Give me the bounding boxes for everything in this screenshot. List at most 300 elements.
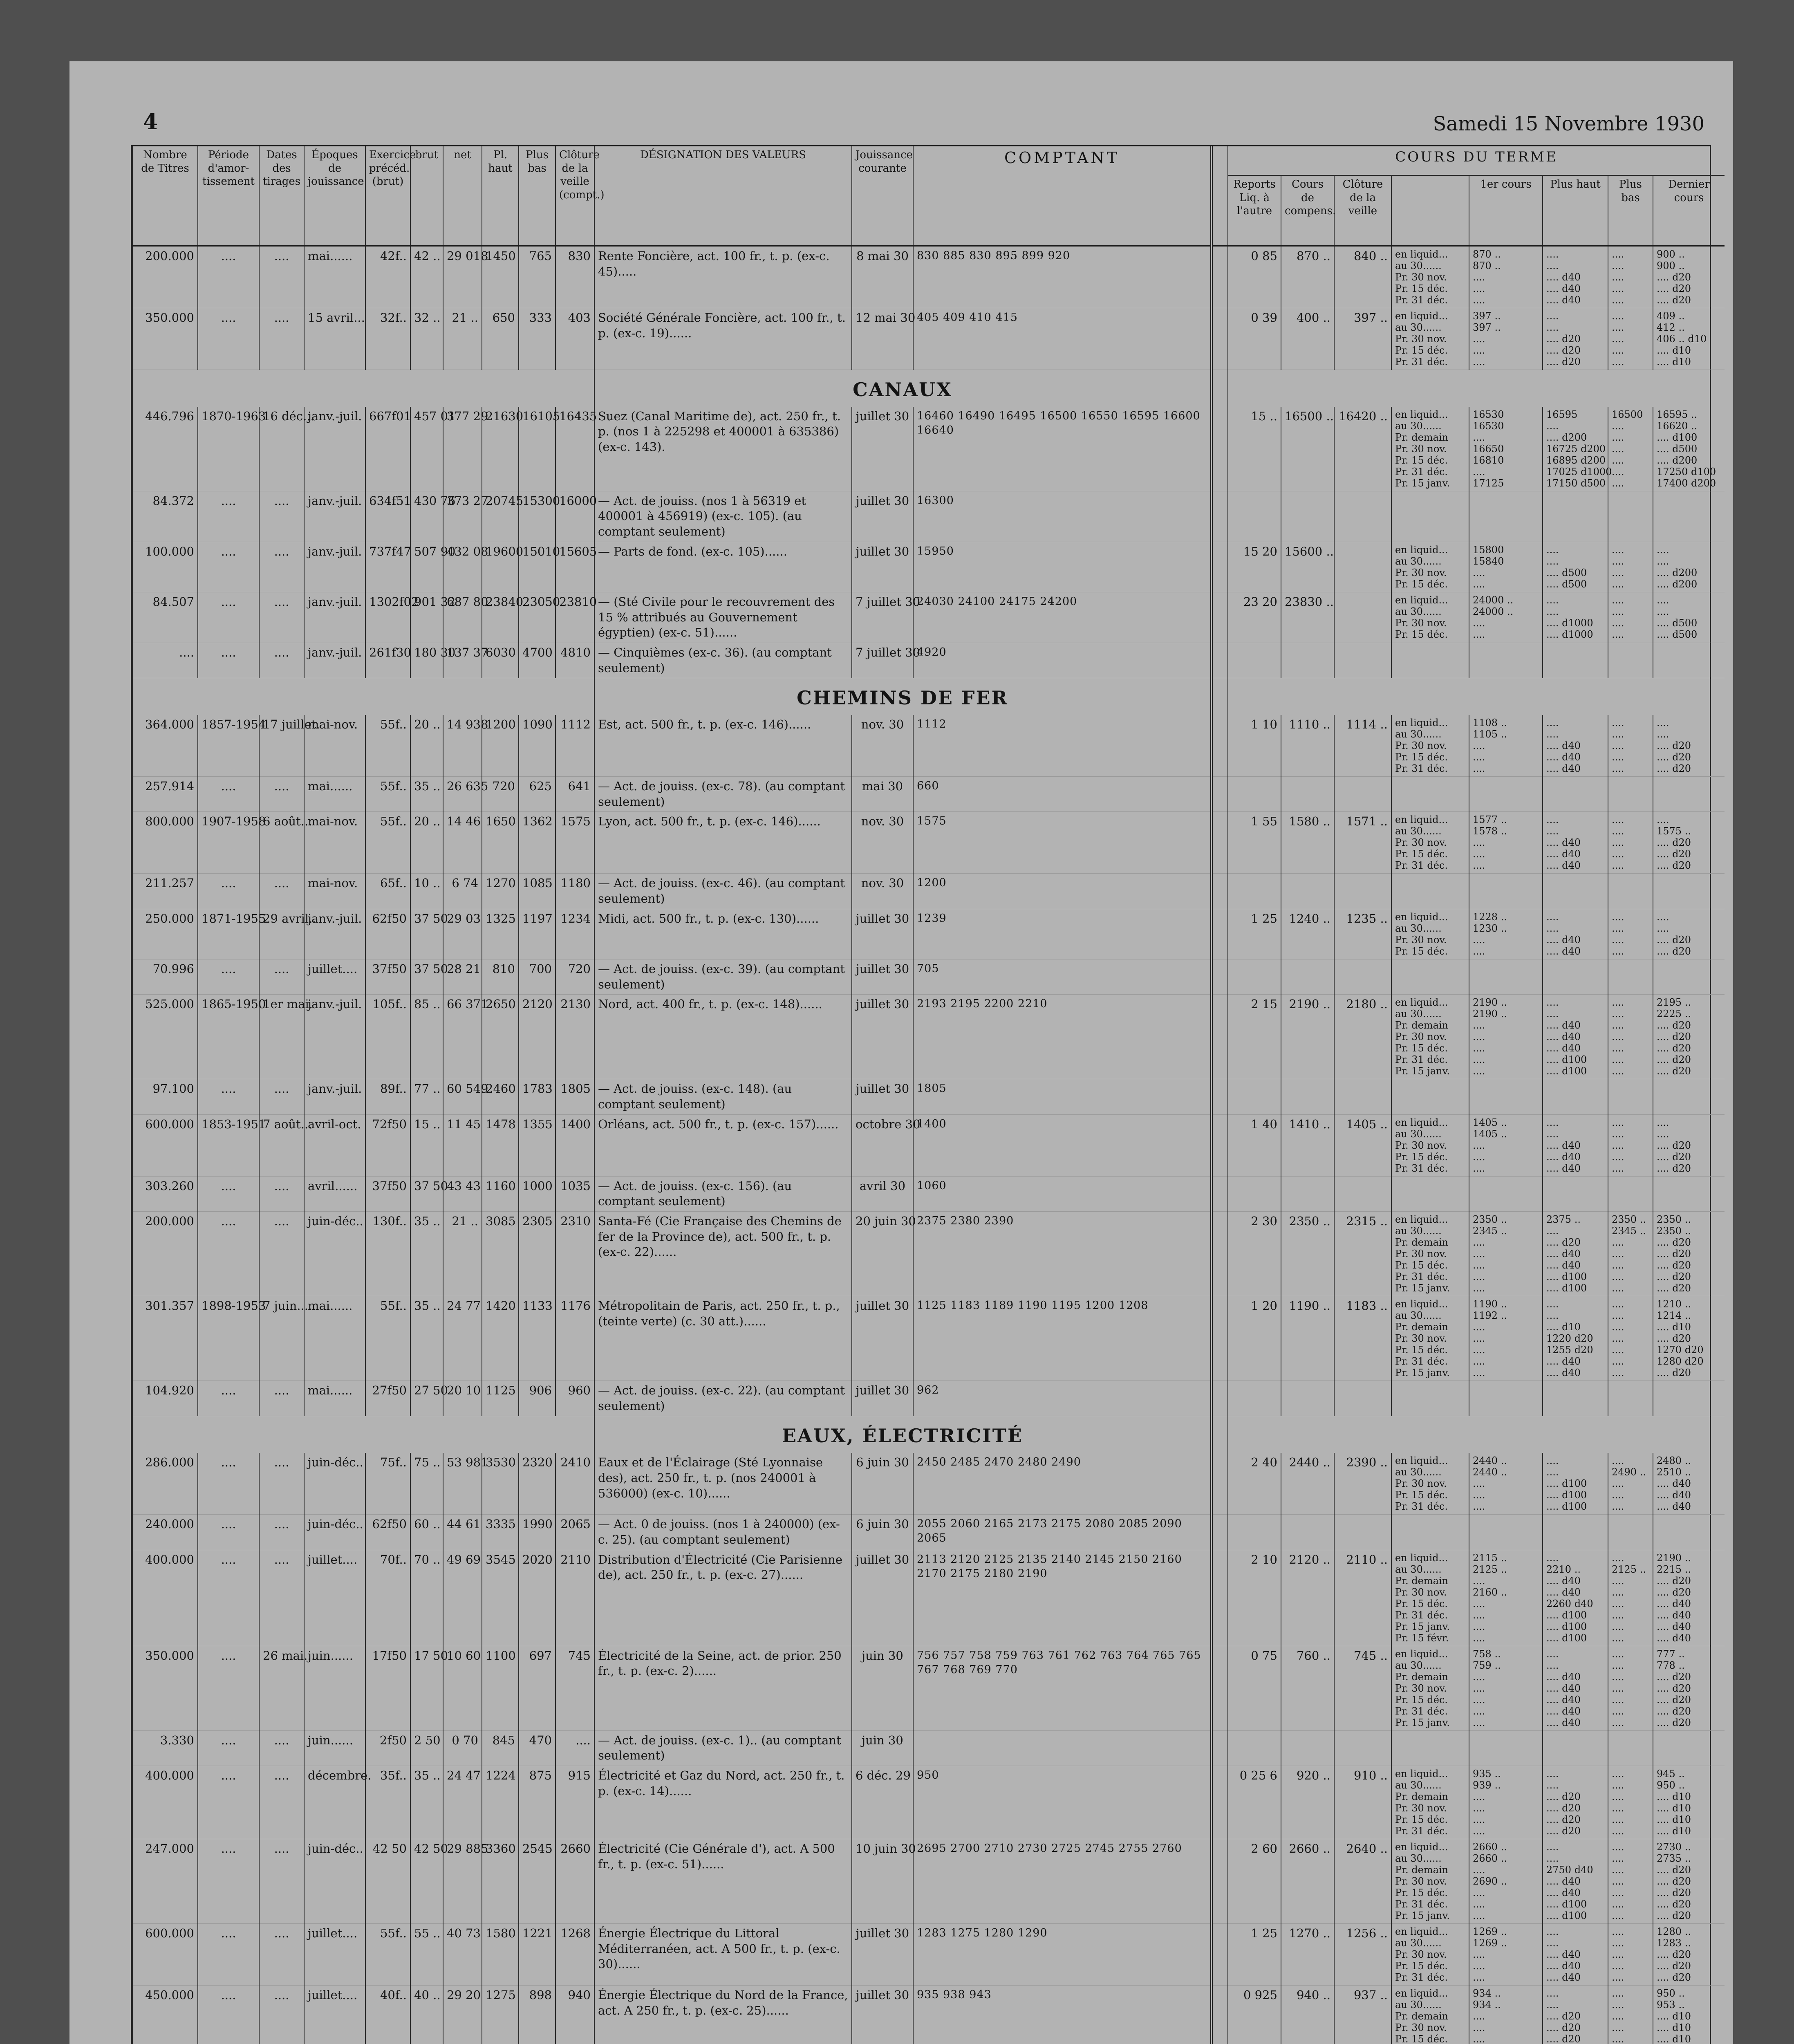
cloture-cell: 2640 .. xyxy=(1334,1839,1391,1923)
titres-cell: 400.000 xyxy=(132,1550,198,1646)
epoque-cell: juin-déc.. xyxy=(304,1515,365,1550)
column-gap xyxy=(1212,1766,1228,1839)
echeances-cell xyxy=(1391,777,1469,812)
terme-line: au 30...... xyxy=(1395,1128,1442,1140)
brut-cell: 2 50 xyxy=(410,1730,443,1766)
dernier-cours-cell xyxy=(1653,407,1725,491)
net-cell: 21 .. xyxy=(443,1211,482,1296)
terme-line: .... d20 xyxy=(1657,1875,1691,1887)
premier-cours-cell xyxy=(1469,1114,1543,1176)
security-row xyxy=(132,1646,1725,1730)
terme-line: .... d40 xyxy=(1546,860,1581,872)
net-cell: 14 46 xyxy=(443,812,482,874)
haut-cell: 20745 xyxy=(482,491,519,542)
terme-line: .... xyxy=(1473,1813,1485,1825)
security-row xyxy=(132,308,1725,370)
terme-line: .... xyxy=(1473,356,1485,368)
terme-line: .... xyxy=(1546,1999,1559,2010)
terme-line: 1575 .. xyxy=(1657,825,1691,837)
terme-line: au 30...... xyxy=(1395,605,1442,617)
echeances-cell xyxy=(1391,643,1469,678)
section-spacer xyxy=(1228,1416,1725,1453)
terme-line: .... d100 xyxy=(1657,431,1698,443)
terme-line: .... xyxy=(1473,271,1485,283)
net-cell: 29 03 xyxy=(443,909,482,959)
reports-cell: 0 85 xyxy=(1228,246,1281,308)
terme-line: 2490 .. xyxy=(1612,1466,1646,1478)
terme-line: .... d100 xyxy=(1546,1609,1587,1621)
periode-cell: 1857-1954 xyxy=(198,715,259,777)
terme-line: .... xyxy=(1612,1552,1624,1564)
terme-line: .... xyxy=(1546,1937,1559,1949)
premier-cours-cell xyxy=(1469,1923,1543,1985)
reports-cell: 1 40 xyxy=(1228,1114,1281,1176)
cloture-cell: 1235 .. xyxy=(1334,909,1391,959)
terme-line: 900 .. xyxy=(1657,260,1685,271)
terme-line: 2345 .. xyxy=(1473,1225,1507,1237)
terme-line: .... xyxy=(1612,466,1624,477)
terme-line: Pr. 31 déc. xyxy=(1395,860,1448,872)
terme-line: 2115 .. xyxy=(1473,1552,1507,1564)
terme-line: .... xyxy=(1612,1971,1624,1983)
echeances-cell xyxy=(1391,1985,1469,2044)
terme-line: .... d20 xyxy=(1546,2010,1581,2022)
terme-line: 2350 .. xyxy=(1657,1213,1691,1225)
reports-cell xyxy=(1228,874,1281,909)
bas-cell: 4700 xyxy=(519,643,555,678)
terme-line: .... xyxy=(1612,1162,1624,1174)
bas-cell: 1197 xyxy=(519,909,555,959)
designation-cell: — Act. de jouiss. (ex-c. 148). (au comptant seulement) xyxy=(594,1079,852,1114)
terme-line: .... xyxy=(1473,1671,1485,1683)
exercice-cell: 27f50 xyxy=(365,1381,410,1416)
terme-line: .... xyxy=(1612,578,1624,590)
terme-line: .... xyxy=(1546,1779,1559,1791)
cloture-cell xyxy=(1334,491,1391,542)
designation-cell: Métropolitain de Paris, act. 250 fr., t. p., (teinte verte) (c. 30 att.)...... xyxy=(594,1296,852,1381)
bas-cell: 15300 xyxy=(519,491,555,542)
tirages-cell: .... xyxy=(259,874,304,909)
terme-line: .... xyxy=(1473,1332,1485,1344)
terme-line: .... xyxy=(1473,1598,1485,1609)
terme-line: .... d10 xyxy=(1657,1813,1691,1825)
reports-cell: 1 20 xyxy=(1228,1296,1281,1381)
terme-line: Pr. 15 janv. xyxy=(1395,1717,1450,1728)
terme-line: .... xyxy=(1612,934,1624,946)
terme-line: .... xyxy=(1612,1116,1624,1128)
designation-cell: — Act. 0 de jouiss. (nos 1 à 240000) (ex-c. 25). (au comptant seulement) xyxy=(594,1515,852,1550)
haut-cell: 1420 xyxy=(482,1296,519,1381)
epoque-cell: janv.-juil. xyxy=(304,592,365,643)
terme-line: .... d20 xyxy=(1657,1682,1691,1694)
jouissance-cell: juillet 30 xyxy=(852,995,913,1079)
echeances-cell xyxy=(1391,715,1469,777)
terme-line: .... xyxy=(1473,934,1485,946)
terme-line: .... xyxy=(1473,466,1485,477)
security-row xyxy=(132,1766,1725,1839)
terme-line: Pr. demain xyxy=(1395,431,1449,443)
column-gap xyxy=(1212,678,1228,715)
terme-line: 16530 xyxy=(1473,420,1504,432)
titres-cell: 350.000 xyxy=(132,1646,198,1730)
terme-haut-cell xyxy=(1543,1114,1608,1176)
epoque-cell: mai...... xyxy=(304,1381,365,1416)
terme-line: en liquid... xyxy=(1395,911,1448,923)
terme-bas-cell xyxy=(1608,1646,1653,1730)
brut-cell: 15 .. xyxy=(410,1114,443,1176)
terme-line: .... d100 xyxy=(1546,1632,1587,1644)
terme-line: .... xyxy=(1612,271,1624,283)
veille-cell: 2410 xyxy=(555,1453,594,1515)
terme-haut-cell xyxy=(1543,542,1608,592)
bas-cell: 1133 xyxy=(519,1296,555,1381)
tirages-cell: .... xyxy=(259,1176,304,1211)
echeances-cell xyxy=(1391,491,1469,542)
brut-cell: 42 50 xyxy=(410,1839,443,1923)
terme-line: .... xyxy=(1612,310,1624,322)
epoque-cell: janv.-juil. xyxy=(304,491,365,542)
terme-line: Pr. 15 janv. xyxy=(1395,1620,1450,1632)
terme-line: 778 .. xyxy=(1657,1659,1685,1671)
compens-cell xyxy=(1281,1381,1334,1416)
terme-line: .... xyxy=(1612,837,1624,849)
titres-cell: 350.000 xyxy=(132,308,198,370)
jouissance-cell: mai 30 xyxy=(852,777,913,812)
terme-haut-cell xyxy=(1543,308,1608,370)
terme-line: .... d40 xyxy=(1546,848,1581,860)
terme-haut-cell xyxy=(1543,1730,1608,1766)
terme-line: .... xyxy=(1546,544,1559,556)
terme-line: .... xyxy=(1473,1910,1485,1921)
terme-bas-cell xyxy=(1608,491,1653,542)
newspaper-page xyxy=(69,61,1733,2044)
exercice-cell: 75f.. xyxy=(365,1453,410,1515)
column-gap xyxy=(1212,1646,1228,1730)
terme-line: .... xyxy=(1612,1875,1624,1887)
terme-bas-cell xyxy=(1608,1550,1653,1646)
terme-line: .... xyxy=(1546,1008,1559,1020)
column-gap xyxy=(1212,1381,1228,1416)
reports-cell xyxy=(1228,1730,1281,1766)
terme-line: Pr. 15 janv. xyxy=(1395,1282,1450,1294)
brut-cell: 20 .. xyxy=(410,812,443,874)
bas-cell: 1000 xyxy=(519,1176,555,1211)
reports-cell: 0 75 xyxy=(1228,1646,1281,1730)
compens-cell xyxy=(1281,959,1334,994)
column-gap xyxy=(1212,1839,1228,1923)
compens-cell: 16500 .. xyxy=(1281,407,1334,491)
brut-cell: 35 .. xyxy=(410,1296,443,1381)
terme-line: .... d20 xyxy=(1657,1575,1691,1587)
terme-line: .... xyxy=(1612,1298,1624,1310)
terme-line: .... xyxy=(1546,1455,1559,1467)
terme-line: .... d40 xyxy=(1657,1489,1691,1501)
terme-line: 870 .. xyxy=(1473,249,1501,260)
terme-line: .... d20 xyxy=(1657,848,1691,860)
security-row xyxy=(132,874,1725,909)
terme-line: .... d40 xyxy=(1546,1960,1581,1972)
comptant-cell: 2193 2195 2200 2210 xyxy=(913,995,1212,1079)
terme-line: .... xyxy=(1657,1128,1669,1140)
terme-line: 17025 d1000 xyxy=(1546,466,1612,477)
premier-cours-cell xyxy=(1469,1730,1543,1766)
comptant-cell: 16300 xyxy=(913,491,1212,542)
designation-cell: Lyon, act. 500 fr., t. p. (ex-c. 146)...... xyxy=(594,812,852,874)
bas-cell: 1090 xyxy=(519,715,555,777)
terme-line: en liquid... xyxy=(1395,1552,1448,1564)
terme-line: 935 .. xyxy=(1473,1768,1501,1780)
terme-line: .... xyxy=(1473,1355,1485,1367)
terme-line: .... d20 xyxy=(1657,945,1691,957)
cloture-cell xyxy=(1334,1515,1391,1550)
column-gap xyxy=(1212,995,1228,1079)
terme-line: .... d40 xyxy=(1546,1355,1581,1367)
jouissance-cell: 6 juin 30 xyxy=(852,1515,913,1550)
page-number: 4 xyxy=(143,110,158,134)
terme-line: .... d100 xyxy=(1546,1489,1587,1501)
net-cell: 14 938 xyxy=(443,715,482,777)
haut-cell: 1478 xyxy=(482,1114,519,1176)
terme-line: .... d200 xyxy=(1657,567,1698,578)
terme-line: .... d20 xyxy=(1657,1151,1691,1163)
terme-line: .... xyxy=(1473,1864,1485,1876)
terme-line: .... d100 xyxy=(1546,1054,1587,1066)
terme-line: 2210 .. xyxy=(1546,1563,1581,1575)
tirages-cell: 6 août... xyxy=(259,812,304,874)
terme-line: .... xyxy=(1612,322,1624,333)
titres-cell: 364.000 xyxy=(132,715,198,777)
bas-cell: 1355 xyxy=(519,1114,555,1176)
terme-line: 1280 .. xyxy=(1657,1925,1691,1937)
dernier-cours-cell xyxy=(1653,715,1725,777)
terme-line: .... d500 xyxy=(1546,578,1587,590)
terme-bas-cell xyxy=(1608,1730,1653,1766)
titres-cell: 257.914 xyxy=(132,777,198,812)
compens-cell: 23830 .. xyxy=(1281,592,1334,643)
terme-bas-cell xyxy=(1608,995,1653,1079)
cloture-cell xyxy=(1334,643,1391,678)
dernier-cours-cell xyxy=(1653,995,1725,1079)
terme-line: Pr. 31 déc. xyxy=(1395,1609,1448,1621)
terme-line: Pr. 30 nov. xyxy=(1395,1031,1447,1043)
terme-line: .... d20 xyxy=(1546,356,1581,368)
terme-line: 1230 .. xyxy=(1473,922,1507,934)
terme-line: Pr. 15 déc. xyxy=(1395,945,1448,957)
terme-line: 17250 d100 xyxy=(1657,466,1716,477)
terme-line: .... d20 xyxy=(1546,1813,1581,1825)
reports-cell: 2 10 xyxy=(1228,1550,1281,1646)
jouissance-cell: juin 30 xyxy=(852,1730,913,1766)
terme-line: .... d20 xyxy=(1657,1139,1691,1151)
terme-line: 2160 .. xyxy=(1473,1586,1507,1598)
terme-line: .... xyxy=(1612,1367,1624,1378)
terme-line: Pr. 31 déc. xyxy=(1395,1054,1448,1066)
jouissance-cell: juin 30 xyxy=(852,1646,913,1730)
periode-cell: .... xyxy=(198,1766,259,1839)
col-terme-plus-haut: Plus haut xyxy=(1543,175,1608,246)
security-row xyxy=(132,592,1725,643)
terme-line: .... xyxy=(1546,1852,1559,1864)
terme-line: en liquid... xyxy=(1395,249,1448,260)
security-row xyxy=(132,1985,1725,2044)
terme-line: .... xyxy=(1473,945,1485,957)
brut-cell: 70 .. xyxy=(410,1550,443,1646)
compens-cell: 2120 .. xyxy=(1281,1550,1334,1646)
terme-line: .... xyxy=(1612,1282,1624,1294)
terme-line: Pr. 15 déc. xyxy=(1395,1259,1448,1271)
jouissance-cell: nov. 30 xyxy=(852,715,913,777)
terme-line: .... d20 xyxy=(1657,1065,1691,1077)
terme-line: au 30...... xyxy=(1395,728,1442,740)
net-cell: 44 61 xyxy=(443,1515,482,1550)
periode-cell: .... xyxy=(198,592,259,643)
haut-cell: 1275 xyxy=(482,1985,519,2044)
terme-bas-cell xyxy=(1608,1515,1653,1550)
comptant-cell: 2695 2700 2710 2730 2725 2745 2755 2760 xyxy=(913,1839,1212,1923)
premier-cours-cell xyxy=(1469,1211,1543,1296)
epoque-cell: juillet.... xyxy=(304,1923,365,1985)
terme-line: Pr. 15 déc. xyxy=(1395,1813,1448,1825)
compens-cell: 2190 .. xyxy=(1281,995,1334,1079)
terme-line: .... xyxy=(1612,1717,1624,1728)
terme-line: au 30...... xyxy=(1395,1999,1442,2010)
terme-line: au 30...... xyxy=(1395,1466,1442,1478)
reports-cell: 2 30 xyxy=(1228,1211,1281,1296)
terme-line: .... xyxy=(1657,1116,1669,1128)
terme-line: .... xyxy=(1612,1864,1624,1876)
terme-line: .... xyxy=(1546,555,1559,567)
exercice-cell: 737f47 xyxy=(365,542,410,592)
terme-haut-cell xyxy=(1543,1211,1608,1296)
exercice-cell: 261f30 xyxy=(365,643,410,678)
echeances-cell xyxy=(1391,995,1469,1079)
terme-line: .... d20 xyxy=(1657,1259,1691,1271)
bas-cell: 23050 xyxy=(519,592,555,643)
periode-cell: .... xyxy=(198,643,259,678)
compens-cell: 870 .. xyxy=(1281,246,1334,308)
terme-line: .... d20 xyxy=(1657,740,1691,752)
exercice-cell: 55f.. xyxy=(365,777,410,812)
terme-line: au 30...... xyxy=(1395,555,1442,567)
tirages-cell: .... xyxy=(259,959,304,994)
terme-line: .... d100 xyxy=(1546,1282,1587,1294)
veille-cell: 830 xyxy=(555,246,594,308)
terme-line: au 30...... xyxy=(1395,1779,1442,1791)
terme-line: .... xyxy=(1473,1271,1485,1282)
terme-line: 397 .. xyxy=(1473,322,1501,333)
brut-cell: 37 50 xyxy=(410,1176,443,1211)
net-cell: 687 80 xyxy=(443,592,482,643)
bas-cell: 333 xyxy=(519,308,555,370)
epoque-cell: janv.-juil. xyxy=(304,909,365,959)
terme-haut-cell xyxy=(1543,1766,1608,1839)
terme-line: .... xyxy=(1612,1999,1624,2010)
dernier-cours-cell xyxy=(1653,246,1725,308)
epoque-cell: juin-déc.. xyxy=(304,1211,365,1296)
echeances-cell xyxy=(1391,407,1469,491)
cloture-cell xyxy=(1334,542,1391,592)
terme-line: .... d100 xyxy=(1546,1478,1587,1490)
security-row xyxy=(132,246,1725,308)
periode-cell: 1870-1963 xyxy=(198,407,259,491)
terme-line: .... xyxy=(1612,431,1624,443)
header-row xyxy=(132,146,1725,175)
net-cell: 29 885 xyxy=(443,1839,482,1923)
terme-line: 1269 .. xyxy=(1473,1925,1507,1937)
terme-haut-cell xyxy=(1543,643,1608,678)
titres-cell: 286.000 xyxy=(132,1453,198,1515)
terme-line: .... d20 xyxy=(1657,1162,1691,1174)
terme-line: .... xyxy=(1612,567,1624,578)
exercice-cell: 42f.. xyxy=(365,246,410,308)
net-cell: 20 10 xyxy=(443,1381,482,1416)
terme-line: .... d40 xyxy=(1546,1586,1581,1598)
bas-cell: 700 xyxy=(519,959,555,994)
terme-line: au 30...... xyxy=(1395,420,1442,432)
net-cell: 0 70 xyxy=(443,1730,482,1766)
security-row xyxy=(132,1923,1725,1985)
epoque-cell: mai-nov. xyxy=(304,812,365,874)
brut-cell: 17 50 xyxy=(410,1646,443,1730)
haut-cell: 3360 xyxy=(482,1839,519,1923)
cloture-cell: 1114 .. xyxy=(1334,715,1391,777)
terme-line: Pr. 30 nov. xyxy=(1395,271,1447,283)
terme-line: 950 .. xyxy=(1657,1779,1685,1791)
terme-haut-cell xyxy=(1543,959,1608,994)
periode-cell: .... xyxy=(198,1730,259,1766)
net-cell: 43 43 xyxy=(443,1176,482,1211)
terme-bas-cell xyxy=(1608,1985,1653,2044)
veille-cell: 1035 xyxy=(555,1176,594,1211)
terme-line: .... xyxy=(1612,1682,1624,1694)
terme-line: 17125 xyxy=(1473,477,1504,489)
brut-cell: 85 .. xyxy=(410,995,443,1079)
terme-line: .... d20 xyxy=(1657,1887,1691,1898)
terme-line: 950 .. xyxy=(1657,1987,1685,1999)
terme-line: .... d20 xyxy=(1657,837,1691,849)
terme-bas-cell xyxy=(1608,1176,1653,1211)
brut-cell: 55 .. xyxy=(410,1923,443,1985)
net-cell: 21 .. xyxy=(443,308,482,370)
terme-line: en liquid... xyxy=(1395,310,1448,322)
terme-line: 16595 xyxy=(1546,408,1578,420)
echeances-cell xyxy=(1391,1079,1469,1114)
brut-cell: 457 01 xyxy=(410,407,443,491)
terme-line: .... xyxy=(1612,1332,1624,1344)
terme-line: .... xyxy=(1612,1705,1624,1717)
cloture-cell xyxy=(1334,1730,1391,1766)
terme-line: Pr. 15 janv. xyxy=(1395,1367,1450,1378)
compens-cell: 15600 .. xyxy=(1281,542,1334,592)
terme-line: .... d40 xyxy=(1546,1717,1581,1728)
terme-line: .... d40 xyxy=(1657,1620,1691,1632)
epoque-cell: juillet.... xyxy=(304,1550,365,1646)
terme-line: .... xyxy=(1612,1609,1624,1621)
column-gap xyxy=(1212,370,1228,407)
titres-cell: 301.357 xyxy=(132,1296,198,1381)
terme-line: Pr. 31 déc. xyxy=(1395,1971,1448,1983)
exercice-cell: 17f50 xyxy=(365,1646,410,1730)
terme-line: 1190 .. xyxy=(1473,1298,1507,1310)
section-spacer xyxy=(1228,678,1725,715)
exercice-cell: 634f51 xyxy=(365,491,410,542)
jouissance-cell: juillet 30 xyxy=(852,1923,913,1985)
comptant-cell: 15950 xyxy=(913,542,1212,592)
terme-line: 16725 d200 xyxy=(1546,443,1606,455)
periode-cell: .... xyxy=(198,1839,259,1923)
terme-line: .... d20 xyxy=(1546,345,1581,356)
epoque-cell: janv.-juil. xyxy=(304,1079,365,1114)
